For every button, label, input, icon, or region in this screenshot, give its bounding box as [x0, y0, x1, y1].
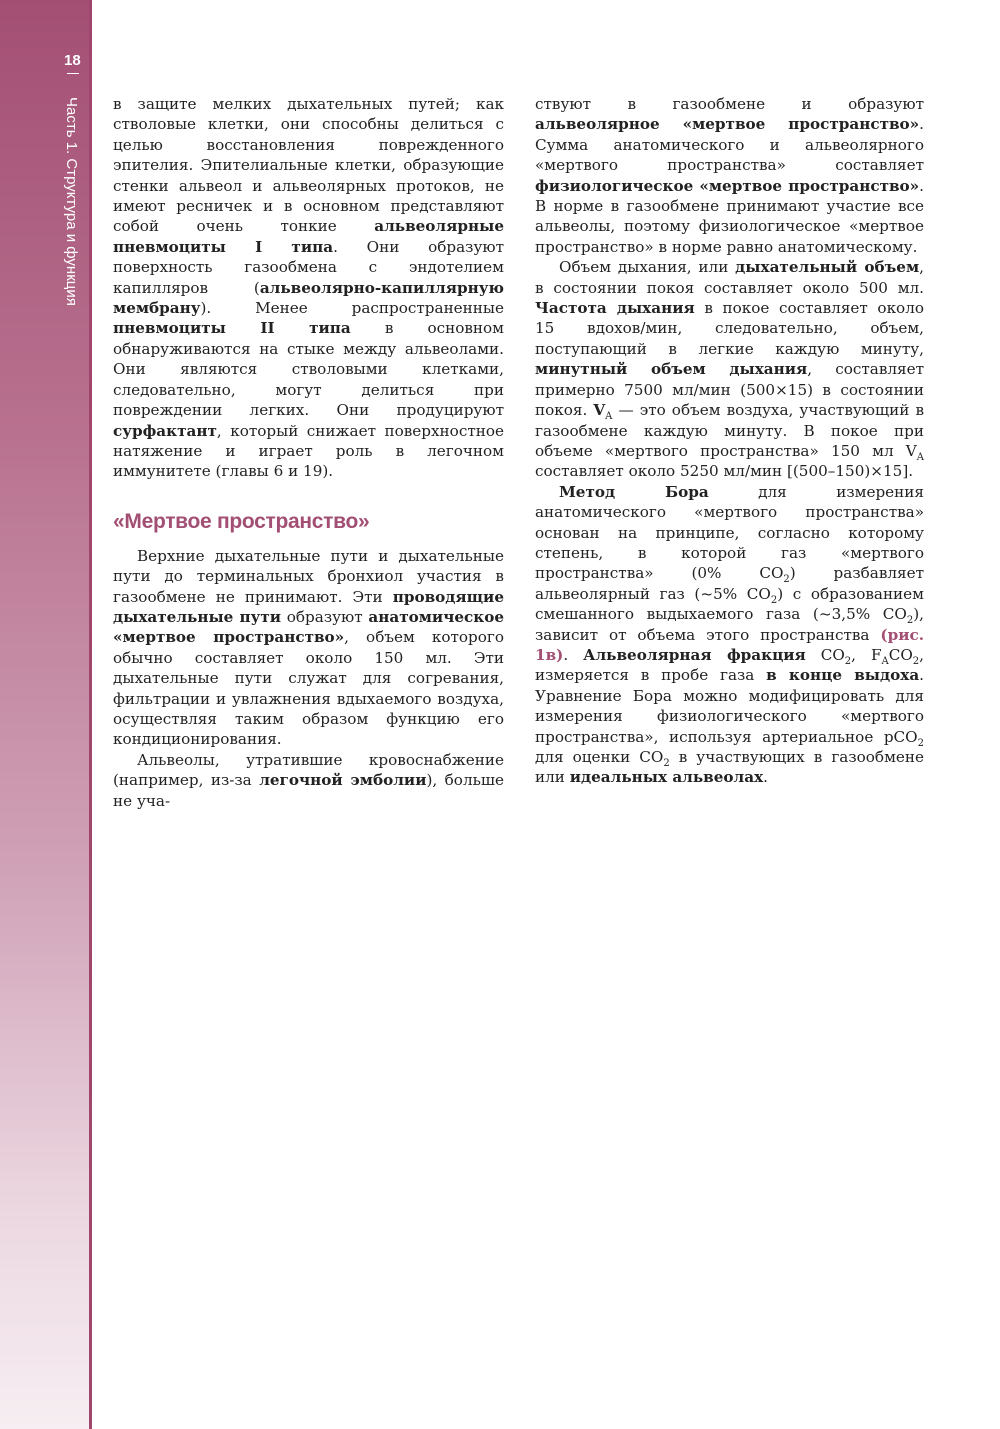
page-number: 18	[64, 52, 81, 69]
part-label: Часть 1. Структура и функция	[63, 97, 80, 306]
figure-reference[interactable]: (рис. 1в)	[535, 625, 924, 664]
paragraph: Альвеолы, утратившие кровоснабжение (например, из-за легочной эмболии), больше не уча-	[113, 750, 504, 810]
page-number-rule	[67, 73, 79, 74]
paragraph: Метод Бора для измерения анатомического «мертвого пространства» основан на принципе, согласно которому степень, в которой газ «мертвого пространства» (0% $CO_2$) разбавляет альвеолярный газ (~5% $CO_2$) с образованием смешанного выдыхаемого газа (~3,5% $CO_2$), зависит от объема этого пространства (рис. 1в). Альвеолярная фракция $CO_2$, $F_ACO_2$, измеряется в пробе газа в конце выдоха. Уравнение Бора можно модифицировать для измерения физиологического «мертвого пространства», используя артериальное pCO$_2$ для оценки $CO_2$ в участвующих в газообмене или идеальных альвеолах.	[535, 482, 924, 787]
paragraph: в защите мелких дыхательных путей; как стволовые клетки, они способны делиться с целью восстановления поврежденного эпителия. Эпителиальные клетки, образующие стенки альвеол и альвеолярных протоков, не имеют ресничек и в основном представляют собой очень тонкие альвеолярные пневмоциты I типа. Они образуют поверхность газообмена с эндотелием капилляров (альвеолярно-капиллярную мембрану). Менее распространенные пневмоциты II типа в основном обнаруживаются на стыке между альвеолами. Они являются стволовыми клетками, следовательно, могут делиться при повреждении легких. Они продуцируют сурфактант, который снижает поверхностное натяжение и играет роль в легочном иммунитете (главы 6 и 19).	[113, 95, 505, 481]
section-heading: «Мертвое пространство»	[113, 509, 370, 533]
paragraph: Верхние дыхательные пути и дыхательные пути до терминальных бронхиол участия в газообмене не принимают. Эти проводящие дыхательные пути образуют анатомическое «мертвое пространство», объем которого обычно составляет около 150 мл. Эти дыхательные пути служат для согревания, фильтрации и увлажнения вдыхаемого воздуха, осуществляя таким образом функцию его кондиционирования.	[113, 546, 504, 749]
sidebar-divider	[89, 0, 92, 1429]
paragraph: ствуют в газообмене и образуют альвеолярное «мертвое пространство». Сумма анатомического и альвеолярного «мертвого пространства» составляет физиологическое «мертвое пространство». В норме в газообмене принимают участие все альвеолы, поэтому физиологическое «мертвое пространство» в норме равно анатомическому.	[535, 95, 924, 256]
left-column	[113, 94, 504, 811]
paragraph: Объем дыхания, или дыхательный объем, в состоянии покоя составляет около 500 мл. Частота дыхания в покое составляет около 15 вдохов/мин, следовательно, объем, поступающий в легкие каждую минуту, минутный объем дыхания, составляет примерно 7500 мл/мин (500×15) в состоянии покоя. $V_A$ — это объем воздуха, участвующий в газообмене каждую минуту. В покое при объеме «мертвого пространства» 150 мл $V_A$ составляет около 5250 мл/мин [(500–150)×15].	[535, 258, 925, 481]
right-column	[535, 94, 924, 788]
